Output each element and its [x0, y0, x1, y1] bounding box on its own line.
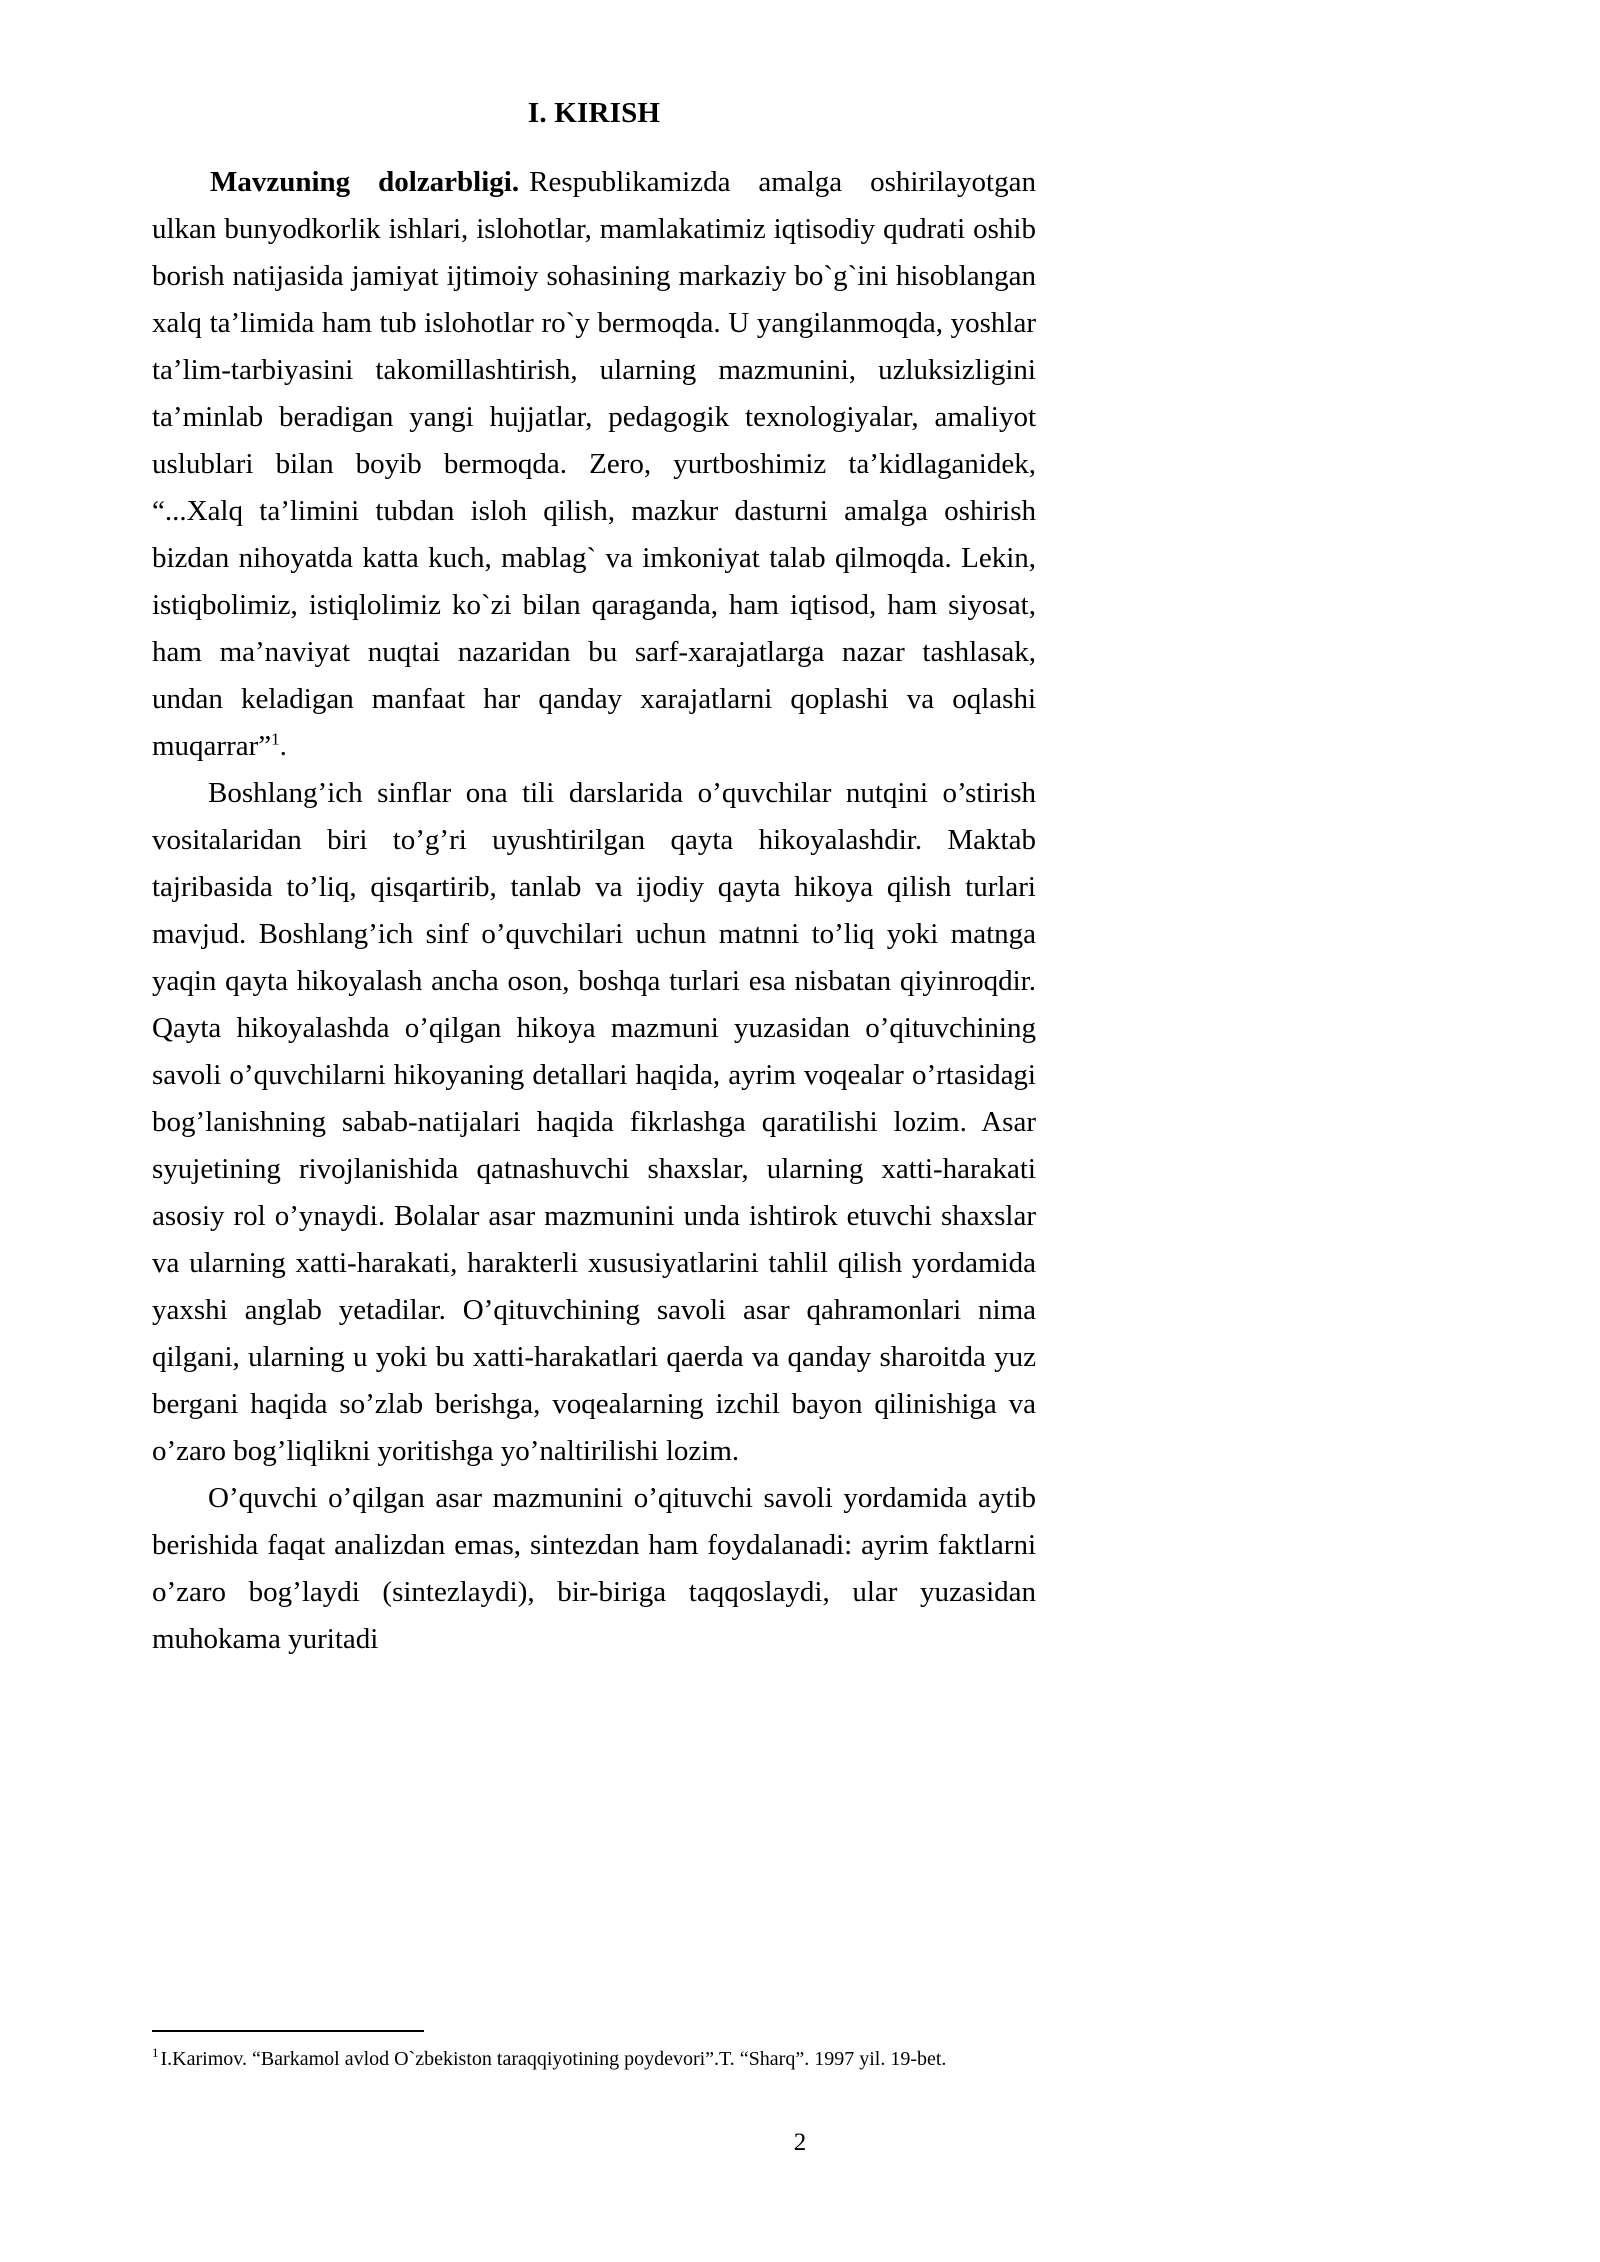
footnote-citation-text: I.Karimov. “Barkamol avlod O`zbekiston taraqqiyotining poydevori”.T. “Sharq”. 1997 yil. 19-bet. — [160, 2048, 947, 2070]
paragraph-1-text: Respublikamizda amalga oshirilayotgan ulkan bunyodkorlik ishlari, islohotlar, mamlakatimiz iqtisodiy qudrati oshib borish natijasida jamiyat ijtimoiy sohasining markaziy bo`g`ini hisoblangan xalq ta’limida ham tub islohotlar ro`y bermoqda. U yangilanmoqda, yoshlar ta’lim-tarbiyasini takomillashtirish, ularning mazmunini, uzluksizligini ta’minlab beradigan yangi hujjatlar, pedagogik texnologiyalar, amaliyot uslublari bilan boyib bermoqda. Zero, yurtboshimiz ta’kidlaganidek, “...Xalq ta’limini tubdan isloh qilish, mazkur dasturni amalga oshirish bizdan nihoyatda katta kuch, mablag` va imkoniyat talab qilmoqda. Lekin, istiqbolimiz, istiqlolimiz ko`zi bilan qaraganda, ham iqtisod, ham siyosat, ham ma’naviyat nuqtai nazaridan bu sarf-xarajatlarga nazar tashlasak, undan keladigan manfaat har qanday xarajatlarni qoplashi va oqlashi muqarrar” — [152, 165, 1036, 762]
page-content — [152, 96, 1036, 1663]
paragraph-3 — [152, 1475, 1036, 1663]
footnote-marker: 1 — [152, 2045, 159, 2061]
paragraph-1 — [152, 159, 1036, 770]
footnote-area — [152, 2030, 1036, 2072]
paragraph-2 — [152, 770, 1036, 1475]
footnote-separator-rule — [152, 2030, 424, 2032]
paragraph-3-text: O’quvchi o’qilgan asar mazmunini o’qituvchi savoli yordamida aytib berishida faqat analizdan emas, sintezdan ham foydalanadi: ayrim faktlarni o’zaro bog’laydi (sintezlaydi), bir-biriga taqqoslaydi, ular yuzasidan muhokama yuritadi — [152, 1481, 1036, 1655]
page-title: I. KIRISH — [527, 97, 661, 129]
paragraph-2-text: Boshlang’ich sinflar ona tili darslarida o’quvchilar nutqini o’stirish vositalaridan biri to’g’ri uyushtirilgan qayta hikoyalashdir. Maktab tajribasida to’liq, qisqartirib, tanlab va ijodiy qayta hikoya qilish turlari mavjud. Boshlang’ich sinf o’quvchilari uchun matnni to’liq yoki matnga yaqin qayta hikoyalash ancha oson, boshqa turlari esa nisbatan qiyinroqdir. Qayta hikoyalashda o’qilgan hikoya mazmuni yuzasidan o’qituvchining savoli o’quvchilarni hikoyaning detallari haqida, ayrim voqealar o’rtasidagi bog’lanishning sabab-natijalari haqida fikrlashga qaratilishi lozim. Asar syujetining rivojlanishida qatnashuvchi shaxslar, ularning xatti-harakati asosiy rol o’ynaydi. Bolalar asar mazmunini unda ishtirok etuvchi shaxslar va ularning xatti-harakati, harakterli xususiyatlarini tahlil qilish yordamida yaxshi anglab yetadilar. O’qituvchining savoli asar qahramonlari nima qilgani, ularning u yoki bu xatti-harakatlari qaerda va qanday sharoitda yuz bergani haqida so’zlab berishga, voqealarning izchil bayon qilinishiga va o’zaro bog’liqlikni yoritishga yo’naltirilishi lozim. — [152, 776, 1036, 1467]
footnote-reference-1[interactable]: 1 — [271, 729, 280, 749]
footnote-entry — [152, 2046, 1036, 2072]
paragraph-1-lead: Mavzuning dolzarbligi. — [210, 165, 520, 198]
page-number: 2 — [793, 2129, 807, 2156]
paragraph-1-tail: . — [279, 729, 287, 762]
